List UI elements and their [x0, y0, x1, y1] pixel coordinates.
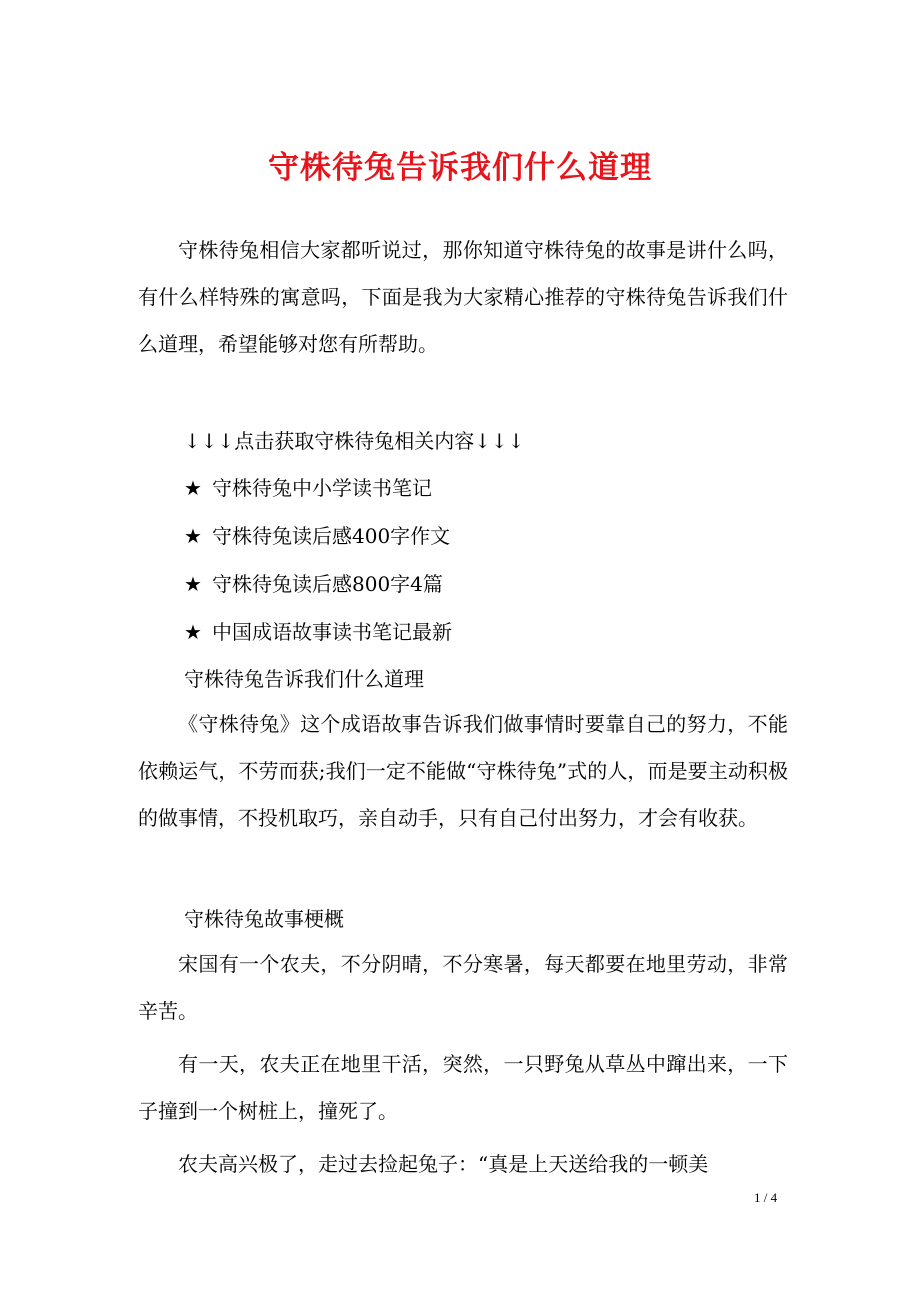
related-link-4[interactable]: [184, 617, 452, 647]
related-link-3[interactable]: [184, 569, 443, 599]
related-link-label: 守株待兔读后感400字作文: [212, 524, 451, 548]
related-link-label: 守株待兔中小学读书笔记: [212, 476, 432, 500]
page-number: 1 / 4: [754, 1190, 778, 1205]
related-link-1[interactable]: [184, 473, 432, 503]
story-paragraph-2: 有一天，农夫正在地里干活，突然，一只野兔从草丛中蹿出来，一下子撞到一个树桩上，撞死了。: [138, 1052, 788, 1123]
related-content-header: ↓↓↓点击获取守株待兔相关内容↓↓↓: [184, 429, 525, 453]
intro-paragraph: 守株待兔相信大家都听说过，那你知道守株待兔的故事是讲什么吗，有什么样特殊的寓意吗，下面是我为大家精心推荐的守株待兔告诉我们什么道理，希望能够对您有所帮助。: [138, 238, 788, 356]
related-link-label: 守株待兔读后感800字4篇: [212, 572, 443, 596]
star-icon: ★: [184, 524, 202, 548]
star-icon: ★: [184, 572, 202, 596]
related-link-label: 中国成语故事读书笔记最新: [212, 620, 452, 644]
document-title: 守株待兔告诉我们什么道理: [268, 150, 652, 186]
star-icon: ★: [184, 620, 202, 644]
star-icon: ★: [184, 476, 202, 500]
related-link-2[interactable]: [184, 521, 450, 551]
section-heading-story: 守株待兔故事梗概: [184, 907, 344, 931]
story-paragraph-3: 农夫高兴极了，走过去捡起兔子：“真是上天送给我的一顿美: [178, 1152, 709, 1176]
section-heading-meaning: 守株待兔告诉我们什么道理: [184, 667, 424, 691]
meaning-paragraph: 《守株待兔》这个成语故事告诉我们做事情时要靠自己的努力，不能依赖运气，不劳而获;我们一定不能做“守株待兔”式的人，而是要主动积极的做事情，不投机取巧，亲自动手，只有自己付出努力，才会有收获。: [138, 712, 788, 830]
story-paragraph-1: 宋国有一个农夫，不分阴晴，不分寒暑，每天都要在地里劳动，非常辛苦。: [138, 952, 788, 1023]
